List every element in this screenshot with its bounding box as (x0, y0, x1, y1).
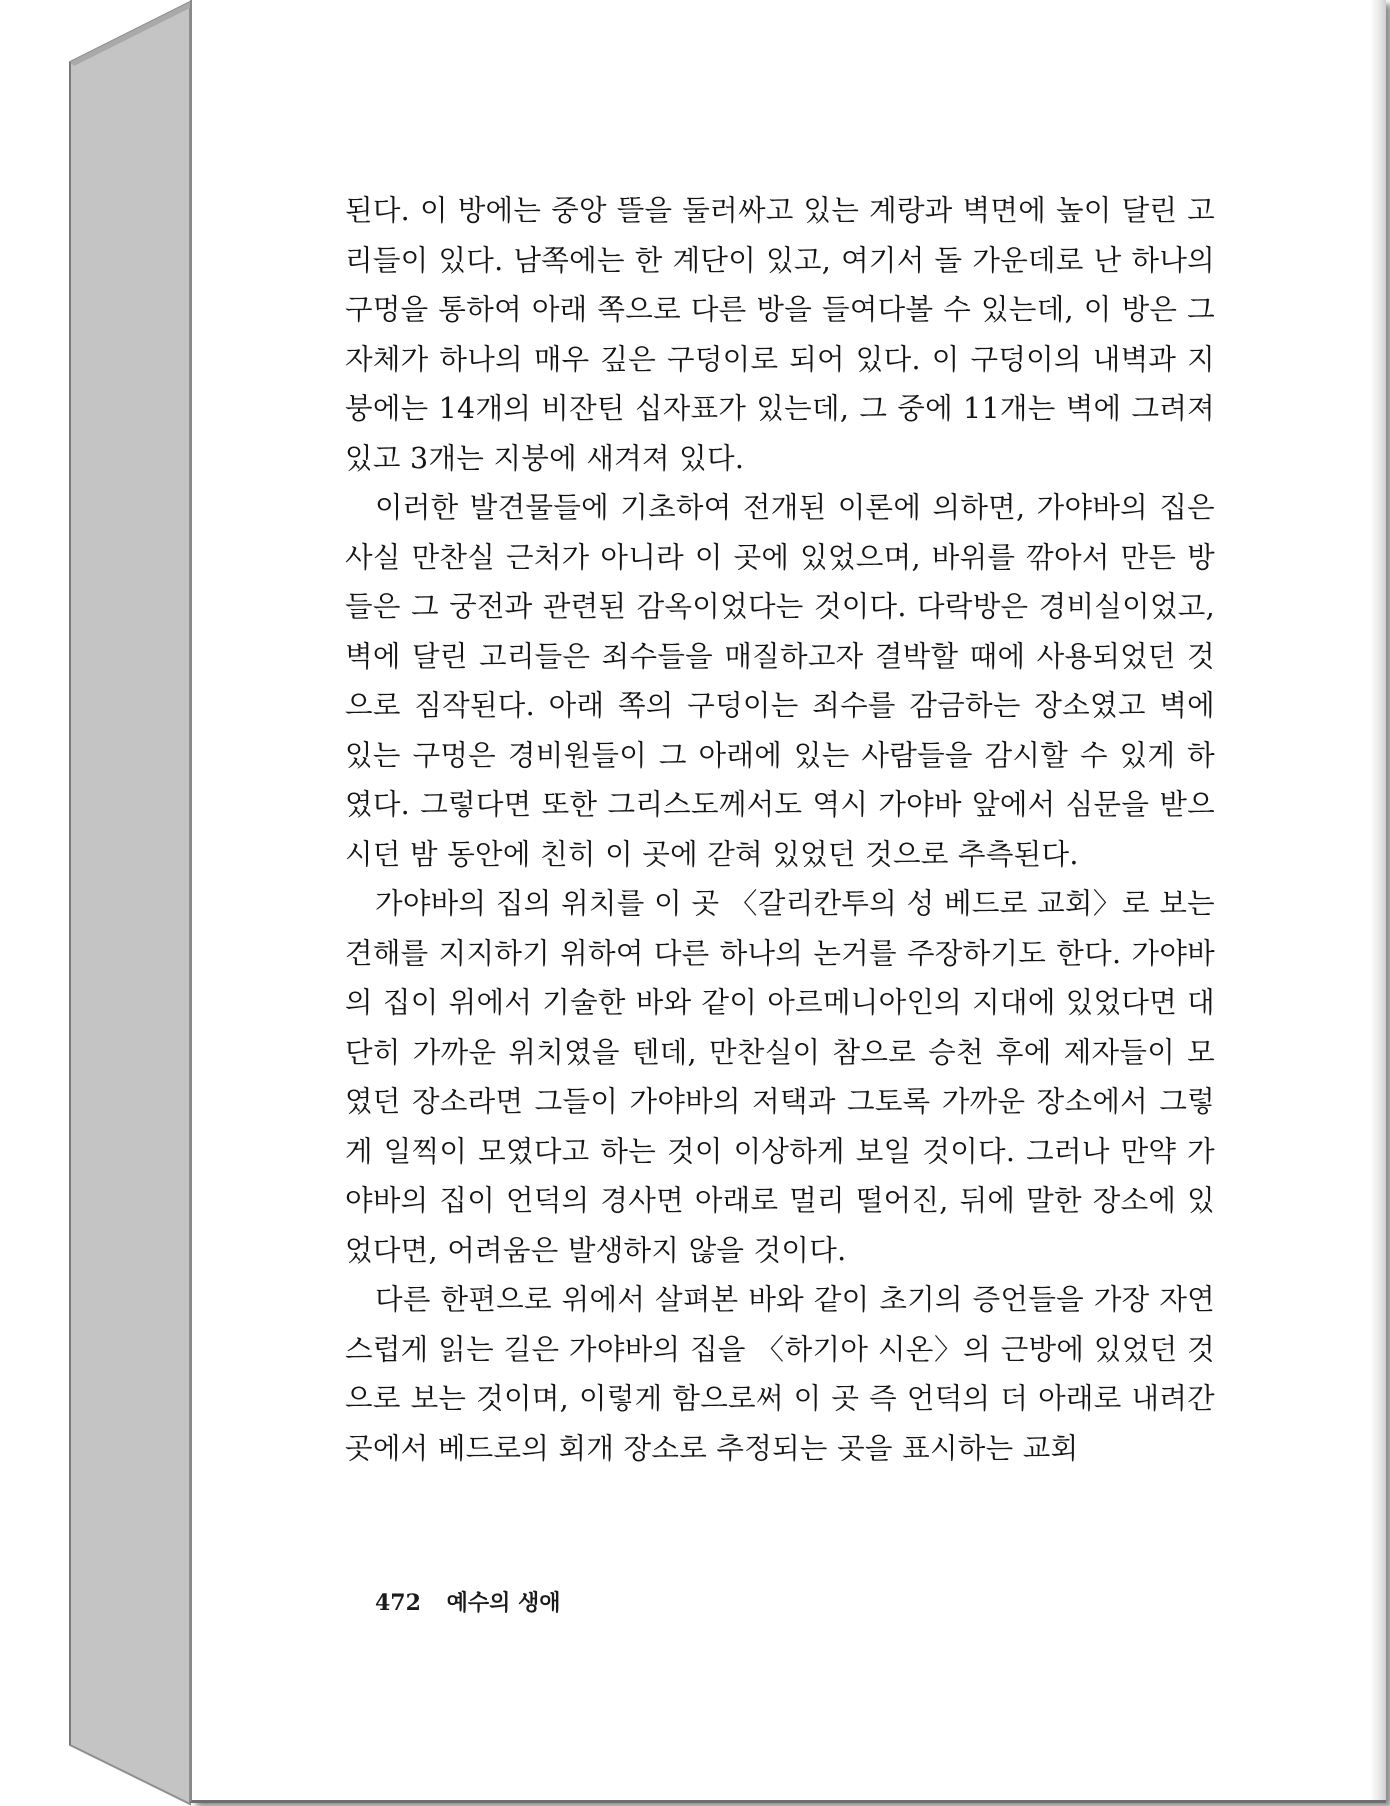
page-number: 472 (375, 1590, 421, 1616)
running-title: 예수의 생애 (446, 1590, 561, 1616)
page-edge-shading (1370, 0, 1386, 1800)
paragraph-2: 이러한 발견물들에 기초하여 전개된 이론에 의하면, 가야바의 집은 사실 만찬실 근처가 아니라 이 곳에 있었으며, 바위를 깎아서 만든 방들은 그 궁전과 관련된 감옥이었다는 것이다. 다락방은 경비실이었고, 벽에 달린 고리들은 죄수들을 매질하고자 결박할 때에 사용되었던 것으로 짐작된다. 아래 쪽의 구덩이는 죄수를 감금하는 장소였고 벽에 있는 구멍은 경비원들이 그 아래에 있는 사람들을 감시할 수 있게 하였다. 그렇다면 또한 그리스도께서도 역시 가야바 앞에서 심문을 받으시던 밤 동안에 친히 이 곳에 갇혀 있었던 것으로 추측된다. (345, 491, 1215, 871)
body-text (345, 186, 1215, 1473)
paragraph-4: 다른 한편으로 위에서 살펴본 바와 같이 초기의 증언들을 가장 자연스럽게 읽는 길은 가야바의 집을 〈하기아 시온〉의 근방에 있었던 것으로 보는 것이며, 이렇게 함으로써 이 곳 즉 언덕의 더 아래로 내려간 곳에서 베드로의 회개 장소로 추정되는 곳을 표시하는 교회 (345, 1283, 1215, 1465)
book-spine-side (0, 0, 200, 1806)
paragraph-3: 가야바의 집의 위치를 이 곳 〈갈리칸투의 성 베드로 교회〉로 보는 견해를 지지하기 위하여 다른 하나의 논거를 주장하기도 한다. 가야바의 집이 위에서 기술한 바와 같이 아르메니아인의 지대에 있었다면 대단히 가까운 위치였을 텐데, 만찬실이 참으로 승천 후에 제자들이 모였던 장소라면 그들이 가야바의 저택과 그토록 가까운 장소에서 그렇게 일찍이 모였다고 하는 것이 이상하게 보일 것이다. 그러나 만약 가야바의 집이 언덕의 경사면 아래로 멀리 떨어진, 뒤에 말한 장소에 있었다면, 어려움은 발생하지 않을 것이다. (345, 887, 1215, 1267)
book-page (190, 0, 1386, 1803)
page-footer (375, 1586, 561, 1617)
paragraph-1: 된다. 이 방에는 중앙 뜰을 둘러싸고 있는 계랑과 벽면에 높이 달린 고리들이 있다. 남쪽에는 한 계단이 있고, 여기서 돌 가운데로 난 하나의 구멍을 통하여 아래 쪽으로 다른 방을 들여다볼 수 있는데, 이 방은 그 자체가 하나의 매우 깊은 구덩이로 되어 있다. 이 구덩이의 내벽과 지붕에는 14개의 비잔틴 십자표가 있는데, 그 중에 11개는 벽에 그려져 있고 3개는 지붕에 새겨져 있다. (345, 194, 1215, 475)
